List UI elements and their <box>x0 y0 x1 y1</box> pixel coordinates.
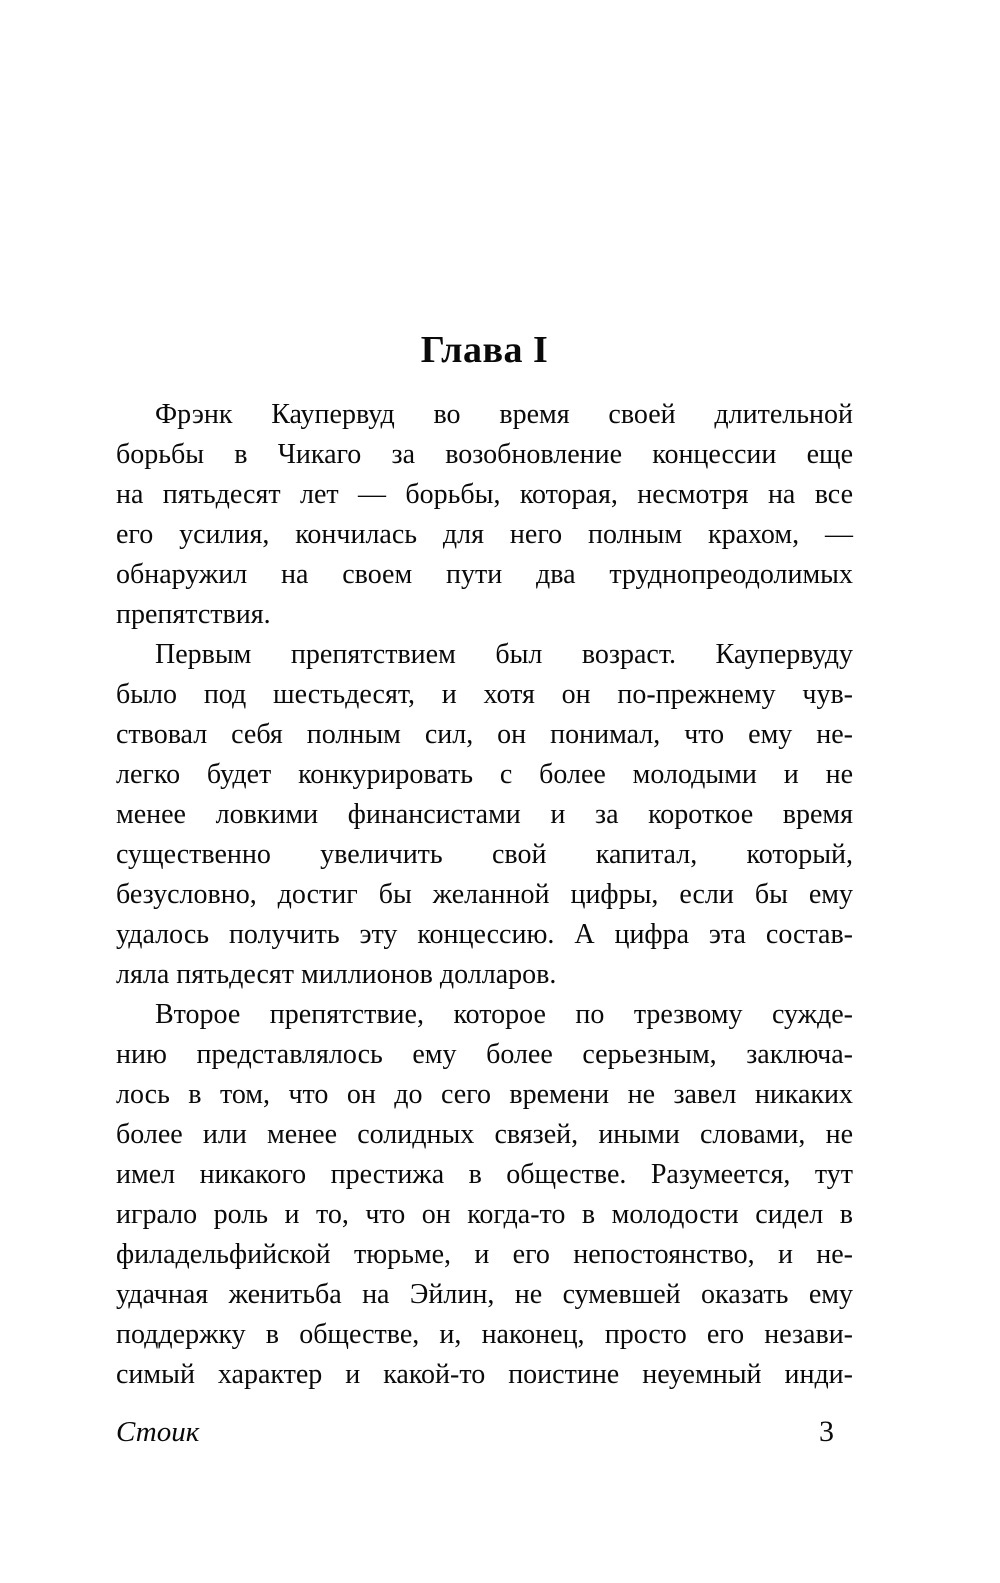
text-line: более или менее солидных связей, иными словами, не <box>116 1119 853 1150</box>
text-line: Первым препятствием был возраст. Каупервуду <box>155 639 853 670</box>
text-line: имел никакого престижа в обществе. Разумеется, тут <box>116 1159 853 1190</box>
text-line: филадельфийской тюрьме, и его непостоянство, и не- <box>116 1239 853 1270</box>
text-line: легко будет конкурировать с более молодыми и не <box>116 759 853 790</box>
paragraph <box>116 395 853 635</box>
page-text <box>116 395 853 1395</box>
page-footer <box>116 1412 853 1452</box>
text-line: на пятьдесят лет — борьбы, которая, несмотря на все <box>116 479 853 510</box>
text-line: нию представлялось ему более серьезным, заключа- <box>116 1039 853 1070</box>
text-line: безусловно, достиг бы желанной цифры, если бы ему <box>116 879 853 910</box>
text-line: играло роль и то, что он когда-то в молодости сидел в <box>116 1199 853 1230</box>
text-line: ствовал себя полным сил, он понимал, что ему не- <box>116 719 853 750</box>
text-line: обнаружил на своем пути два труднопреодолимых <box>116 559 853 590</box>
text-line: поддержку в обществе, и, наконец, просто его незави- <box>116 1319 853 1350</box>
text-line: борьбы в Чикаго за возобновление концессии еще <box>116 439 853 470</box>
paragraph <box>116 995 853 1395</box>
footer-book-title: Стоик <box>116 1416 200 1448</box>
text-line: ляла пятьдесят миллионов долларов. <box>116 959 557 990</box>
chapter-title: Глава I <box>420 329 549 371</box>
paragraph <box>116 635 853 995</box>
text-line: симый характер и какой-то поистине неуемный инди- <box>116 1359 853 1390</box>
text-line: Фрэнк Каупервуд во время своей длительной <box>155 399 853 430</box>
text-line: лось в том, что он до сего времени не завел никаких <box>116 1079 853 1110</box>
text-line: его усилия, кончилась для него полным крахом, — <box>116 519 853 550</box>
text-line: удалось получить эту концессию. А цифра эта состав- <box>116 919 853 950</box>
text-line: существенно увеличить свой капитал, который, <box>116 839 853 870</box>
footer-page-number: 3 <box>819 1415 834 1448</box>
text-line: удачная женитьба на Эйлин, не сумевшей оказать ему <box>116 1279 853 1310</box>
text-line: менее ловкими финансистами и за короткое время <box>116 799 853 830</box>
text-line: было под шестьдесят, и хотя он по-прежнему чув- <box>116 679 853 710</box>
text-line: препятствия. <box>116 599 271 630</box>
text-line: Второе препятствие, которое по трезвому сужде- <box>155 999 853 1030</box>
